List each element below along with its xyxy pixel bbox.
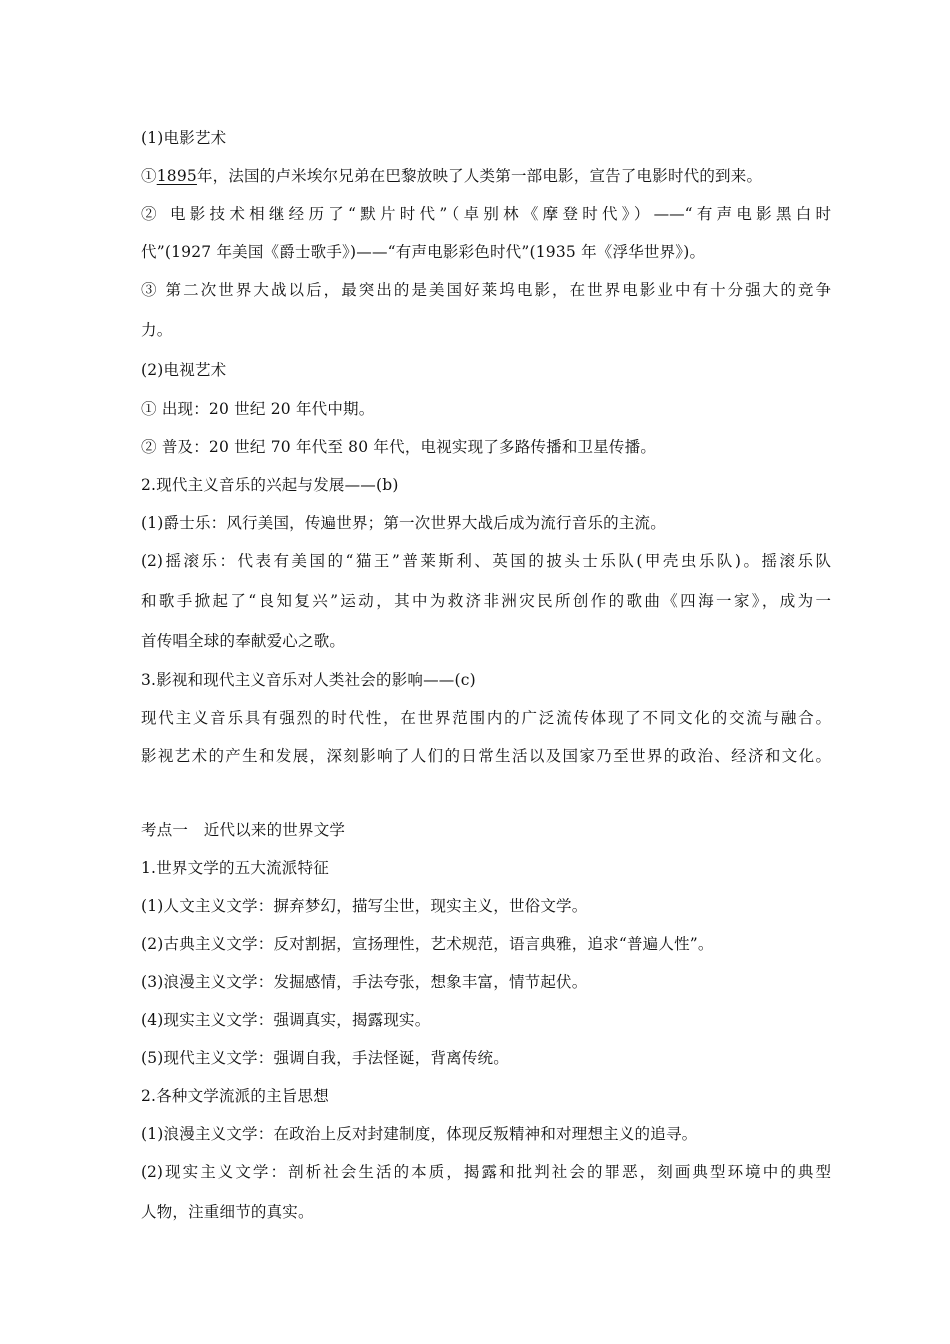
paragraph-humanism: (1)人文主义文学：摒弃梦幻，描写尘世，现实主义，世俗文学。 bbox=[141, 897, 588, 915]
heading-exam-point-1: 考点一 近代以来的世界文学 bbox=[141, 821, 346, 839]
paragraph-film-2: ② 电影技术相继经历了“默片时代”（卓别林《摩登时代》）——“有声电影黑白时 bbox=[141, 205, 831, 223]
paragraph-jazz: (1)爵士乐：风行美国，传遍世界；第一次世界大战后成为流行音乐的主流。 bbox=[141, 514, 666, 532]
paragraph-film-1 bbox=[141, 165, 831, 187]
paragraph-rock-cont-1: 和歌手掀起了“良知复兴”运动，其中为救济非洲灾民所创作的歌曲《四海一家》，成为一 bbox=[141, 592, 831, 610]
paragraph-text: 年，法国的卢米埃尔兄弟在巴黎放映了人类第一部电影，宣告了电影时代的到来。 bbox=[196, 167, 763, 185]
paragraph-realism-idea-cont: 人物，注重细节的真实。 bbox=[141, 1203, 314, 1221]
paragraph-impact-2: 影视艺术的产生和发展，深刻影响了人们的日常生活以及国家乃至世界的政治、经济和文化。 bbox=[141, 747, 831, 765]
heading-modern-music: 2.现代主义音乐的兴起与发展——(b) bbox=[141, 476, 399, 494]
heading-impact: 3.影视和现代主义音乐对人类社会的影响——(c) bbox=[141, 671, 476, 689]
paragraph-film-2-cont: 代”(1927 年美国《爵士歌手》)——“有声电影彩色时代”(1935 年《浮华世界》)。 bbox=[141, 243, 706, 261]
paragraph-modernism: (5)现代主义文学：强调自我，手法怪诞，背离传统。 bbox=[141, 1049, 509, 1067]
paragraph-impact-1: 现代主义音乐具有强烈的时代性，在世界范围内的广泛流传体现了不同文化的交流与融合。 bbox=[141, 709, 831, 727]
heading-main-ideas: 2.各种文学流派的主旨思想 bbox=[141, 1087, 329, 1105]
paragraph-rock-cont-2: 首传唱全球的奉献爱心之歌。 bbox=[141, 632, 346, 650]
paragraph-tv-2: ② 普及：20 世纪 70 年代至 80 年代，电视实现了多路传播和卫星传播。 bbox=[141, 438, 657, 456]
list-marker: ① bbox=[141, 167, 157, 185]
paragraph-tv-1: ① 出现：20 世纪 20 年代中期。 bbox=[141, 400, 375, 418]
heading-film-art: (1)电影艺术 bbox=[141, 129, 227, 147]
paragraph-romanticism-idea: (1)浪漫主义文学：在政治上反对封建制度，体现反叛精神和对理想主义的追寻。 bbox=[141, 1125, 698, 1143]
paragraph-realism-idea: (2)现实主义文学：剖析社会生活的本质，揭露和批判社会的罪恶，刻画典型环境中的典型 bbox=[141, 1163, 831, 1181]
paragraph-classicism: (2)古典主义文学：反对割据，宣扬理性，艺术规范，语言典雅，追求“普遍人性”。 bbox=[141, 935, 714, 953]
paragraph-rock: (2)摇滚乐：代表有美国的“猫王”普莱斯利、英国的披头士乐队(甲壳虫乐队)。摇滚乐队 bbox=[141, 552, 831, 570]
paragraph-film-3: ③ 第二次世界大战以后，最突出的是美国好莱坞电影，在世界电影业中有十分强大的竞争 bbox=[141, 281, 831, 299]
underlined-year: 1895 bbox=[156, 167, 197, 185]
paragraph-romanticism: (3)浪漫主义文学：发掘感情，手法夸张，想象丰富，情节起伏。 bbox=[141, 973, 588, 991]
paragraph-film-3-cont: 力。 bbox=[141, 321, 173, 339]
paragraph-realism: (4)现实主义文学：强调真实，揭露现实。 bbox=[141, 1011, 431, 1029]
heading-five-schools: 1.世界文学的五大流派特征 bbox=[141, 859, 329, 877]
heading-tv-art: (2)电视艺术 bbox=[141, 361, 227, 379]
